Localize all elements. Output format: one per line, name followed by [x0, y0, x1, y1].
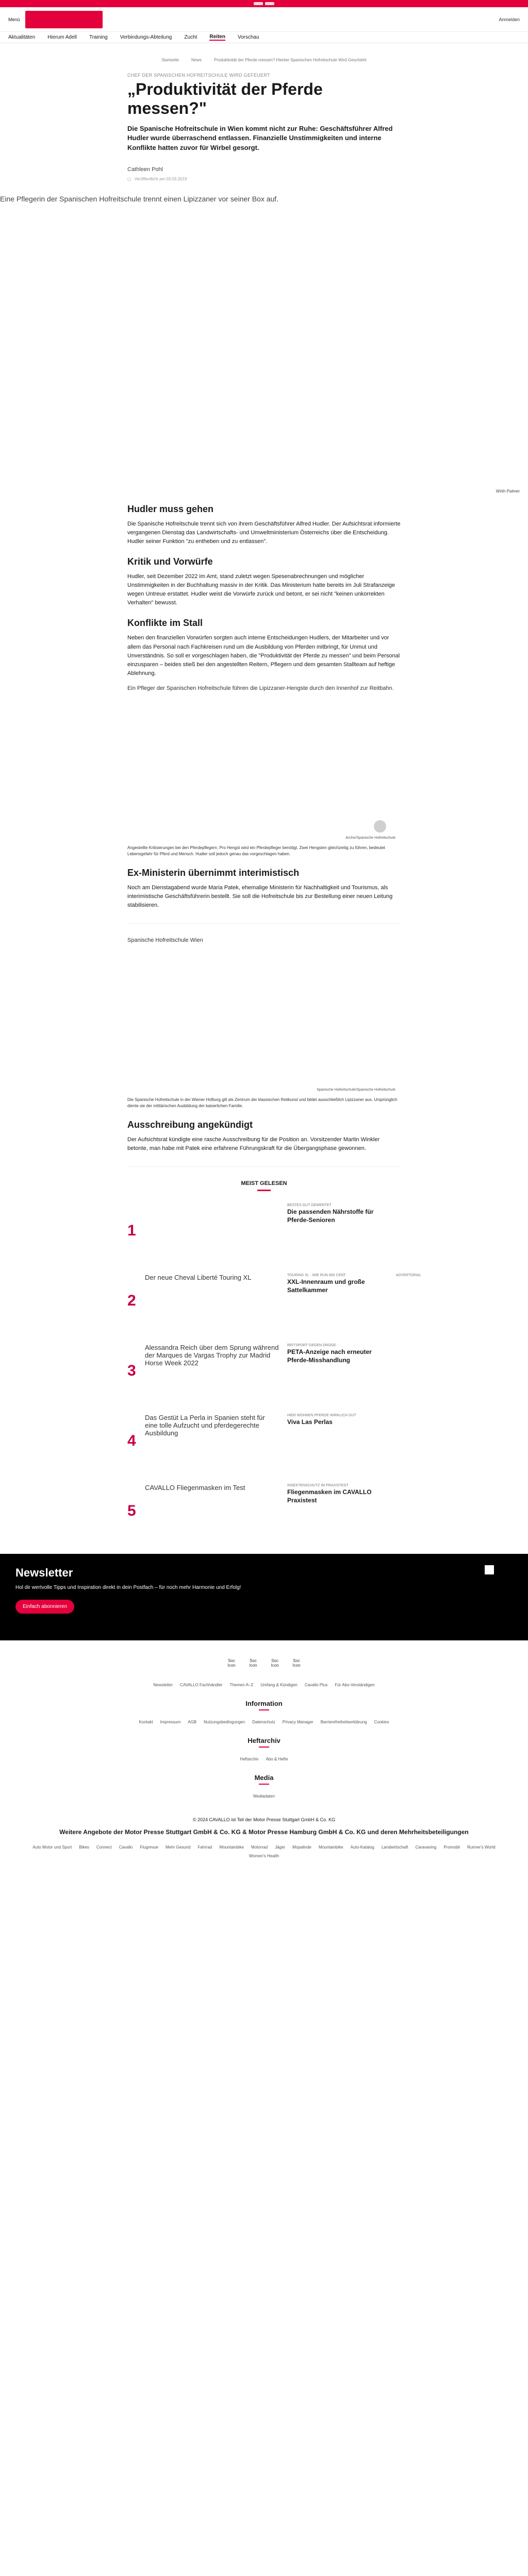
footer-link[interactable]: Mehr Gesund — [165, 1844, 191, 1850]
social-icon[interactable]: Soc Icon — [227, 1658, 236, 1668]
footer-links-media — [0, 1794, 528, 1799]
breadcrumb-item[interactable]: Startseite — [161, 58, 179, 62]
footer-link[interactable]: Umfang & Kündigen — [260, 1682, 298, 1687]
nav-item[interactable]: Vorschau — [237, 35, 259, 40]
article-image — [127, 937, 401, 1092]
footer-heading: Heftarchiv — [248, 1736, 280, 1744]
page-title: „Produktivität der Pferde messen?" — [127, 80, 323, 117]
list-thumb[interactable]: CAVALLO Fliegenmasken im Test — [145, 1483, 245, 1492]
hero-image — [0, 195, 528, 494]
image-alt: Spanische Hofreitschule Wien — [127, 937, 203, 943]
nav-item-active[interactable]: Reiten — [209, 34, 225, 40]
footer-links-archive — [0, 1757, 528, 1761]
article-lead: Die Spanische Hofreitschule in Wien kommt nicht zur Ruhe: Geschäftsführer Alfred Hudler wurde überraschend entlassen. Finanzielle Unstimmigkeiten und interne Konflikte hatten zuvor für Wirbel gesorgt. — [127, 124, 393, 152]
rank-number: 2 — [127, 1292, 136, 1309]
article-body — [127, 504, 421, 1525]
image-caption: Angestellte Kritisierungen bei den Pferdepflegern. Pro Hengst wird ein Pferdepfleger benötigt. Zwei Hengsten gleichzeitig zu führen, bedeutet Lebensgefahr für Pferd und Mensch. Hudler soll jedoch genau das vorgeschlagen haben. — [127, 845, 385, 856]
ad-label: ADVERTORIAL — [395, 1273, 421, 1277]
breadcrumb — [0, 58, 528, 62]
footer-link[interactable]: Heftarchiv — [240, 1756, 259, 1761]
list-kicker: HIER WOHNEN PFERDE WIRKLICH GUT — [287, 1413, 356, 1417]
article-image — [127, 685, 401, 840]
list-kicker: TOURING XL · WIE RUN 600 CENT — [287, 1273, 346, 1277]
divider — [127, 923, 401, 924]
footer-link[interactable]: Fahrrad — [197, 1844, 212, 1850]
social-links — [0, 1659, 528, 1673]
breadcrumb-item[interactable]: News — [191, 58, 202, 62]
subscribe-button[interactable]: Einfach abonnieren — [15, 1600, 74, 1614]
footer-link[interactable]: Nutzungsbedingungen — [204, 1719, 245, 1724]
author-name[interactable]: Cathleen Pohl — [127, 166, 163, 173]
rank-number: 5 — [127, 1502, 136, 1519]
footer-accent — [259, 1784, 269, 1785]
list-item[interactable] — [127, 1273, 421, 1315]
calendar-icon: ▢ — [127, 177, 131, 182]
list-title[interactable]: Die passenden Nährstoffe für Pferde-Senioren — [287, 1208, 374, 1224]
paragraph: Die Spanische Hofreitschule trennt sich von ihrem Geschäftsführer Alfred Hudler. Der Aufsichtsrat informierte vergangenen Dienstag das Landwirtschafts- und Umweltministerium Österreichs über die Entscheidung. Hudler seiner Funktion "zu entheben und zu entlassen". — [127, 521, 401, 545]
list-title[interactable]: Fliegenmasken im CAVALLO Praxistest — [287, 1488, 372, 1504]
footer-link[interactable]: Runner's World — [467, 1844, 496, 1850]
social-icon[interactable]: Soc Icon — [249, 1658, 257, 1668]
footer-link[interactable]: Flugrevue — [140, 1844, 158, 1850]
paragraph: Neben den finanziellen Vorwürfen sorgten auch interne Entscheidungen Hudlers, der Mitarbeiter und vor allem das Personal nach Fachkreisen rund um die Ausbildung von Pferden mitbringt, für Unmut und Unverständnis. So soll er vorgeschlagen haben, die "Produktivität der Pferde zu messen" und beim Personal einzusparen – beides stieß bei den angestellten Reitern, Pflegern und dem gesamten Stallteam auf heftige Ablehnung. — [127, 635, 400, 676]
toplist-accent — [257, 1190, 271, 1191]
footer-link[interactable]: Cookies — [374, 1719, 389, 1724]
toplist-title: MEIST GELESEN — [241, 1180, 287, 1187]
rank-number: 1 — [127, 1222, 136, 1239]
image-alt: Ein Pfleger der Spanischen Hofreitschule führen die Lipizzaner-Hengste durch den Innenhof zur Reitbahn. — [127, 685, 394, 691]
list-kicker: INSEKTENSCHUTZ IM PRAXISTEST — [287, 1483, 349, 1487]
publish-date-text: Veröffentlicht am 03.03.2023 — [134, 177, 187, 182]
list-title[interactable]: Viva Las Perlas — [287, 1418, 333, 1426]
image-credit: Spanische Hofreitschule/Spanische Hofreitschule — [317, 1088, 395, 1092]
login-link[interactable]: Anmelden — [499, 16, 520, 22]
footer-link[interactable]: Barrierefreiheitserklärung — [320, 1719, 367, 1724]
nav-item[interactable]: Hierum Adell — [47, 35, 77, 40]
nav-item[interactable]: Training — [89, 35, 108, 40]
list-title[interactable]: XXL-Innenraum und große Sattelkammer — [287, 1278, 365, 1294]
footer-heading: Media — [254, 1773, 274, 1782]
footer-link[interactable]: Abo & Hefte — [266, 1756, 288, 1761]
newsletter-text: Hol dir wertvolle Tipps und Inspiration direkt in dein Postfach – für noch mehr Harmonie und Erfolg! — [15, 1584, 241, 1590]
footer-link[interactable]: Mopalinde — [292, 1844, 311, 1850]
photo-icon[interactable] — [374, 820, 386, 833]
footer-link[interactable]: CAVALLO Fachhändler — [180, 1682, 223, 1687]
list-title[interactable]: PETA-Anzeige nach erneuter Pferde-Misshandlung — [287, 1348, 372, 1364]
publish-date — [127, 177, 401, 181]
footer-links-info — [0, 1720, 528, 1724]
hero-credit: Wirth Palmer — [496, 489, 520, 494]
main-nav — [0, 32, 528, 43]
menu-button[interactable]: Menü — [8, 16, 20, 22]
footer-link[interactable]: Auto Motor und Sport — [32, 1844, 72, 1850]
hero-image-alt: Eine Pflegerin der Spanischen Hofreitschule trennt einen Lipizzaner vor seiner Box auf. — [0, 195, 279, 204]
list-thumb[interactable]: Der neue Cheval Liberté Touring XL — [145, 1273, 252, 1281]
footer-link[interactable]: Connect — [96, 1844, 112, 1850]
footer-link[interactable]: Motorrad — [251, 1844, 268, 1850]
footer-link[interactable]: Landwirtschaft — [381, 1844, 408, 1850]
footer-link[interactable]: Caravaning — [415, 1844, 437, 1850]
footer-link[interactable]: Für Abo-Verständigen — [335, 1682, 375, 1687]
footer-link[interactable]: Privacy Manager — [282, 1719, 314, 1724]
image-caption: Die Spanische Hofreitschule in der Wiener Hofburg gilt als Zentrum der klassischen Reitkunst und bildet ausschließlich Lipizzaner aus. Ursprünglich diente sie der militärischen Ausbildung der kaiserlichen Familie. — [127, 1097, 398, 1108]
rank-number: 4 — [127, 1432, 136, 1449]
list-item[interactable] — [127, 1204, 401, 1245]
cavallo-logo[interactable] — [25, 11, 103, 28]
list-item[interactable] — [127, 1484, 401, 1525]
footer-heading: Information — [245, 1699, 283, 1707]
footer-link[interactable]: Datenschutz — [252, 1719, 275, 1724]
image-credit: Archiv/Spanische Hofreitschule — [345, 836, 395, 840]
paragraph: Hudler, seit Dezember 2022 im Amt, stand zuletzt wegen Spesenabrechnungen und möglicher Unstimmigkeiten in der Buchhaltung massiv in der Kritik. Das Ministerium hatte bereits im Juli Strafanzeige wegen Untreue erstattet. Hudler weist die Vorwürfe zurück und betont, er sei nicht "keinen unkorrekten Verhalten" bewusst. — [127, 573, 395, 606]
footer-links-network — [0, 1845, 528, 1858]
footer-link[interactable]: Newsletter — [153, 1682, 173, 1687]
social-icon[interactable]: Soc Icon — [292, 1658, 301, 1668]
footer-link[interactable]: Bikes — [79, 1844, 89, 1850]
page-bottom-space — [0, 1858, 528, 1946]
footer-link[interactable]: Cavallo — [119, 1844, 133, 1850]
footer-heading: Weitere Angebote der Motor Presse Stuttgart GmbH & Co. KG & Motor Presse Hamburg GmbH & Co. KG und deren Mehrheitsbeteiligungen — [59, 1828, 469, 1836]
footer-link[interactable]: Mountainbike — [219, 1844, 244, 1850]
section-heading: Ausschreibung angekündigt — [127, 1119, 253, 1130]
nav-item[interactable]: Aktualitäten — [8, 35, 36, 40]
article-header — [127, 73, 401, 181]
footer-links-primary — [0, 1683, 528, 1687]
rank-number: 3 — [127, 1362, 136, 1379]
footer-accent — [259, 1709, 269, 1710]
footer-link[interactable]: Auto-Katalog — [350, 1844, 374, 1850]
divider — [127, 1166, 401, 1167]
site-header — [0, 7, 528, 32]
promo-bar — [0, 0, 528, 7]
footer-link[interactable]: Women's Health — [249, 1853, 279, 1858]
site-footer — [0, 1659, 528, 1946]
footer-accent — [259, 1747, 269, 1748]
footer-link[interactable]: Mountainbike — [319, 1844, 343, 1850]
newsletter-title: Newsletter — [15, 1566, 73, 1579]
footer-link[interactable]: Jäger — [275, 1844, 286, 1850]
footer-link[interactable]: Cavallo Plus — [304, 1682, 328, 1687]
article-kicker: CHEF DER SPANISCHEN HOFREITSCHULE WIRD GEFEUERT — [127, 73, 270, 78]
section-heading: Hudler muss gehen — [127, 504, 214, 515]
paragraph: Der Aufsichtsrat kündigte eine rasche Ausschreibung für die Position an. Vorsitzender Martin Winkler betonte, man habe mit Patek eine erfahrene Führungskraft für die Übergangsphase gewonnen. — [127, 1136, 380, 1151]
footer-link[interactable]: Themen A–Z — [229, 1682, 254, 1687]
list-thumb[interactable]: Alessandra Reich über dem Sprung während der Marques de Vargas Trophy zur Madrid Horse Week 2022 — [145, 1343, 279, 1367]
copyright: © 2024 CAVALLO ist Teil der Motor Presse Stuttgart GmbH & Co. KG — [192, 1817, 336, 1822]
footer-link[interactable]: AGB — [188, 1719, 197, 1724]
list-item[interactable] — [127, 1344, 401, 1385]
close-icon[interactable] — [485, 1565, 494, 1574]
nav-item[interactable]: Zucht — [184, 35, 197, 40]
footer-link[interactable]: Impressum — [160, 1719, 181, 1724]
footer-link[interactable]: Mediadaten — [253, 1793, 275, 1799]
list-thumb[interactable] — [145, 1204, 279, 1245]
list-kicker: REITSPORT GEGEN DROGE — [287, 1343, 336, 1347]
section-heading: Konflikte im Stall — [127, 618, 203, 629]
list-thumb[interactable]: Das Gestüt La Perla in Spanien steht für eine tolle Aufzucht und pferdegerechte Ausbildung — [145, 1413, 265, 1437]
social-icon[interactable]: Soc Icon — [271, 1658, 279, 1668]
newsletter-box — [0, 1554, 528, 1640]
section-heading: Kritik und Vorwürfe — [127, 556, 213, 567]
footer-link[interactable]: Kontakt — [139, 1719, 153, 1724]
list-kicker: BESTES GUT GEWERTET — [287, 1203, 332, 1207]
breadcrumb-item: Produktivität der Pferde messen? Hierbei Spanischen Hofreitschule Wird Geschieht — [214, 58, 367, 62]
paragraph: Noch am Dienstagabend wurde Maria Patek, ehemalige Ministerin für Nachhaltigkeit und Tourismus, als interimistische Geschäftsführerin bestellt. Sie soll die Hofreitschule bis zur Bestellung einer neuen Leitung stabilisieren. — [127, 884, 393, 908]
footer-link[interactable]: Promobil — [443, 1844, 460, 1850]
nav-item[interactable]: Verbindungs-Abteilung — [120, 35, 172, 40]
list-item[interactable] — [127, 1414, 401, 1455]
section-heading: Ex-Ministerin übernimmt interimistisch — [127, 867, 300, 878]
